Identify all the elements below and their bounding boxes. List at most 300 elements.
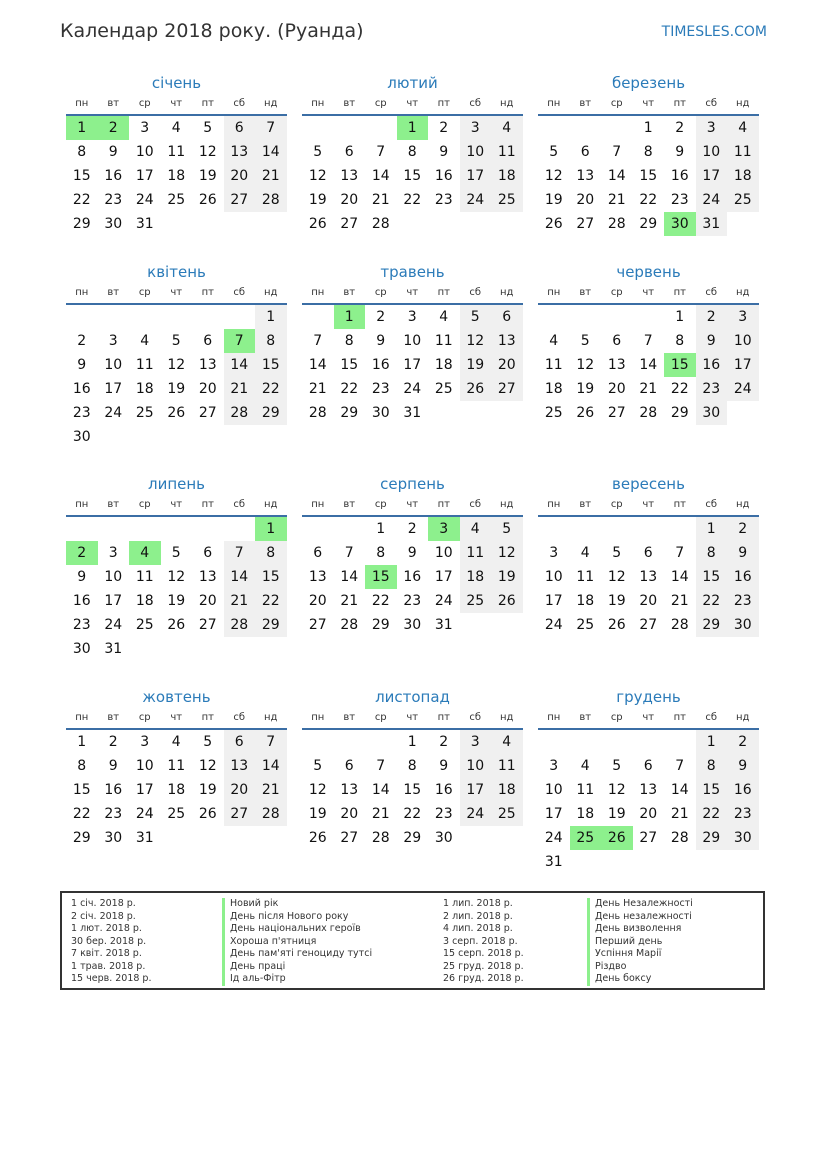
legend-date: 2 лип. 2018 р. [443, 910, 513, 922]
weekday-label: ср [610, 499, 623, 510]
day-cell: 27 [224, 802, 256, 826]
day-cell: 14 [255, 140, 287, 164]
empty-cell [161, 517, 193, 541]
day-cell: 22 [72, 192, 91, 208]
legend-holiday-name: Новий рік [222, 898, 372, 911]
day-cell: 22 [403, 192, 422, 208]
day-grid [66, 305, 287, 449]
day-cell: 25 [135, 617, 154, 633]
day-cell: 1 [397, 116, 429, 140]
day-cell: 10 [104, 569, 123, 585]
empty-cell [98, 305, 130, 329]
weekday-label: пт [437, 499, 450, 510]
weekday-label: вт [343, 98, 356, 109]
day-cell: 8 [675, 333, 685, 349]
day-cell: 18 [544, 381, 563, 397]
day-cell: 20 [340, 192, 359, 208]
legend-names-right [587, 898, 693, 986]
day-cell: 5 [580, 333, 590, 349]
weekday-label: пн [311, 712, 325, 723]
month-name: грудень [616, 688, 681, 706]
day-cell: 28 [308, 405, 327, 421]
month-11 [302, 686, 523, 850]
empty-cell [664, 517, 696, 541]
day-cell: 23 [434, 806, 453, 822]
day-cell: 30 [434, 830, 453, 846]
day-cell: 14 [371, 782, 390, 798]
weekday-label: нд [736, 287, 750, 298]
day-cell: 11 [167, 758, 186, 774]
day-cell: 26 [198, 192, 217, 208]
day-cell: 13 [639, 569, 658, 585]
month-8 [302, 473, 523, 637]
day-cell: 23 [72, 405, 91, 421]
day-cell: 7 [255, 116, 287, 140]
empty-cell [570, 517, 602, 541]
day-cell: 29 [255, 401, 287, 425]
day-cell: 30 [371, 405, 390, 421]
day-cell: 2 [727, 730, 759, 754]
day-cell: 16 [670, 168, 689, 184]
day-cell: 19 [308, 192, 327, 208]
day-cell: 22 [696, 589, 728, 613]
weekday-header [66, 285, 287, 301]
day-cell: 17 [403, 357, 422, 373]
day-cell: 26 [601, 826, 633, 850]
day-cell: 12 [607, 782, 626, 798]
day-cell: 2 [77, 333, 87, 349]
day-cell: 2 [696, 305, 728, 329]
day-cell: 31 [403, 405, 422, 421]
day-cell: 14 [255, 754, 287, 778]
day-cell: 31 [135, 830, 154, 846]
weekday-label: вт [579, 712, 592, 723]
weekday-label: ср [374, 499, 387, 510]
day-cell: 18 [576, 806, 595, 822]
weekday-label: нд [264, 98, 278, 109]
day-cell: 25 [576, 617, 595, 633]
day-cell: 5 [491, 517, 523, 541]
day-cell: 1 [376, 521, 386, 537]
day-cell: 14 [607, 168, 626, 184]
weekday-label: пн [75, 287, 89, 298]
day-cell: 11 [576, 782, 595, 798]
weekday-label: пт [437, 712, 450, 723]
day-cell: 28 [607, 216, 626, 232]
day-cell: 27 [198, 405, 217, 421]
weekday-header [66, 96, 287, 112]
day-cell: 12 [308, 168, 327, 184]
weekday-label: сб [233, 499, 246, 510]
day-cell: 6 [643, 545, 653, 561]
day-cell: 2 [98, 116, 130, 140]
day-cell: 24 [544, 617, 563, 633]
day-cell: 22 [72, 806, 91, 822]
day-cell: 12 [198, 144, 217, 160]
day-cell: 11 [135, 357, 154, 373]
weekday-label: пт [201, 287, 214, 298]
day-cell: 7 [376, 758, 386, 774]
day-grid [302, 305, 523, 425]
weekday-label: нд [264, 712, 278, 723]
day-cell: 15 [696, 778, 728, 802]
day-cell: 31 [434, 617, 453, 633]
site-link[interactable]: TIMESLES.COM [661, 24, 767, 40]
day-cell: 10 [544, 569, 563, 585]
day-cell: 12 [198, 758, 217, 774]
day-cell: 24 [727, 377, 759, 401]
day-cell: 13 [639, 782, 658, 798]
day-cell: 7 [224, 329, 256, 353]
day-cell: 3 [140, 120, 150, 136]
day-cell: 28 [255, 188, 287, 212]
weekday-label: пн [547, 98, 561, 109]
day-cell: 14 [340, 569, 359, 585]
day-cell: 5 [171, 333, 181, 349]
day-cell: 11 [491, 140, 523, 164]
day-cell: 14 [308, 357, 327, 373]
day-cell: 2 [376, 309, 386, 325]
weekday-label: чт [170, 712, 183, 723]
day-cell: 11 [167, 144, 186, 160]
weekday-label: чт [170, 499, 183, 510]
day-cell: 23 [670, 192, 689, 208]
weekday-label: ср [374, 98, 387, 109]
month-name: серпень [380, 475, 445, 493]
weekday-label: пт [673, 712, 686, 723]
empty-cell [570, 116, 602, 140]
day-cell: 7 [255, 730, 287, 754]
day-cell: 18 [491, 164, 523, 188]
day-cell: 27 [308, 617, 327, 633]
weekday-label: вт [579, 98, 592, 109]
day-cell: 9 [727, 541, 759, 565]
day-cell: 3 [549, 758, 559, 774]
legend-date: 1 січ. 2018 р. [71, 898, 136, 909]
day-cell: 5 [313, 144, 323, 160]
legend-holiday-name: Хороша п'ятниця [222, 936, 372, 949]
day-cell: 21 [371, 806, 390, 822]
weekday-label: ср [610, 98, 623, 109]
day-cell: 3 [549, 545, 559, 561]
day-cell: 7 [612, 144, 622, 160]
month-name: березень [611, 74, 686, 92]
day-cell: 16 [104, 782, 123, 798]
day-cell: 1 [255, 517, 287, 541]
day-cell: 10 [727, 329, 759, 353]
day-cell: 2 [407, 521, 417, 537]
day-cell: 20 [308, 593, 327, 609]
day-cell: 29 [371, 617, 390, 633]
weekday-label: вт [343, 712, 356, 723]
weekday-label: сб [469, 287, 482, 298]
day-cell: 7 [224, 541, 256, 565]
day-cell: 26 [167, 405, 186, 421]
day-cell: 23 [727, 589, 759, 613]
day-cell: 18 [727, 164, 759, 188]
day-grid [66, 116, 287, 236]
weekday-header [538, 710, 759, 726]
day-cell: 30 [403, 617, 422, 633]
day-cell: 20 [198, 593, 217, 609]
day-cell: 7 [376, 144, 386, 160]
day-cell: 28 [639, 405, 658, 421]
day-cell: 5 [203, 734, 213, 750]
empty-cell [161, 305, 193, 329]
day-cell: 16 [727, 778, 759, 802]
day-cell: 19 [198, 168, 217, 184]
day-cell: 26 [198, 806, 217, 822]
day-cell: 4 [549, 333, 559, 349]
weekday-label: чт [406, 499, 419, 510]
day-cell: 21 [670, 806, 689, 822]
day-cell: 19 [544, 192, 563, 208]
weekday-label: пн [547, 499, 561, 510]
day-cell: 19 [308, 806, 327, 822]
month-12 [538, 686, 759, 874]
weekday-label: нд [500, 712, 514, 723]
weekday-label: ср [138, 499, 151, 510]
empty-cell [570, 730, 602, 754]
month-3 [538, 72, 759, 236]
empty-cell [538, 730, 570, 754]
day-cell: 26 [544, 216, 563, 232]
legend-holiday-name: День Незалежності [587, 898, 693, 911]
day-cell: 4 [491, 116, 523, 140]
day-cell: 1 [696, 730, 728, 754]
weekday-label: сб [233, 712, 246, 723]
day-cell: 6 [612, 333, 622, 349]
day-cell: 17 [727, 353, 759, 377]
legend-dates-left [71, 898, 151, 986]
empty-cell [633, 517, 665, 541]
weekday-label: вт [107, 287, 120, 298]
month-4 [66, 261, 287, 449]
day-cell: 13 [224, 140, 256, 164]
day-cell: 31 [104, 641, 123, 657]
day-cell: 20 [340, 806, 359, 822]
weekday-label: вт [343, 287, 356, 298]
day-cell: 7 [675, 758, 685, 774]
weekday-label: сб [469, 98, 482, 109]
day-cell: 13 [491, 329, 523, 353]
weekday-label: чт [406, 712, 419, 723]
month-name: липень [147, 475, 206, 493]
day-cell: 14 [639, 357, 658, 373]
day-cell: 14 [670, 782, 689, 798]
day-cell: 2 [108, 734, 118, 750]
day-cell: 21 [607, 192, 626, 208]
day-cell: 28 [670, 617, 689, 633]
legend-date: 7 квіт. 2018 р. [71, 948, 142, 959]
day-cell: 9 [407, 545, 417, 561]
day-cell: 25 [434, 381, 453, 397]
holiday-legend [60, 891, 765, 990]
legend-dates-right [443, 898, 524, 986]
month-name: лютий [387, 74, 438, 92]
empty-cell [538, 305, 570, 329]
day-cell: 15 [696, 565, 728, 589]
day-cell: 27 [639, 617, 658, 633]
weekday-label: сб [233, 98, 246, 109]
day-cell: 19 [491, 565, 523, 589]
day-cell: 24 [544, 830, 563, 846]
day-cell: 3 [460, 116, 492, 140]
weekday-label: ср [374, 712, 387, 723]
day-cell: 29 [403, 830, 422, 846]
day-cell: 8 [696, 541, 728, 565]
month-name: листопад [375, 688, 450, 706]
day-cell: 2 [675, 120, 685, 136]
month-5 [302, 261, 523, 425]
day-cell: 3 [407, 309, 417, 325]
day-cell: 10 [434, 545, 453, 561]
empty-cell [302, 730, 334, 754]
day-grid [302, 730, 523, 850]
day-cell: 10 [544, 782, 563, 798]
day-cell: 10 [403, 333, 422, 349]
day-grid [302, 116, 523, 236]
day-cell: 10 [104, 357, 123, 373]
day-cell: 4 [460, 517, 492, 541]
weekday-header [66, 497, 287, 513]
day-cell: 22 [403, 806, 422, 822]
weekday-header [66, 710, 287, 726]
day-cell: 31 [544, 854, 563, 870]
weekday-label: нд [500, 499, 514, 510]
weekday-header [302, 710, 523, 726]
legend-holiday-name: Різдво [587, 961, 693, 974]
day-cell: 1 [66, 116, 98, 140]
empty-cell [601, 305, 633, 329]
day-cell: 25 [570, 826, 602, 850]
day-cell: 24 [403, 381, 422, 397]
day-cell: 21 [224, 377, 256, 401]
day-cell: 14 [224, 353, 256, 377]
day-cell: 30 [72, 429, 91, 445]
month-name: січень [151, 74, 202, 92]
day-cell: 30 [696, 401, 728, 425]
day-cell: 23 [72, 617, 91, 633]
empty-cell [601, 116, 633, 140]
day-cell: 24 [104, 617, 123, 633]
legend-date: 15 черв. 2018 р. [71, 973, 152, 984]
day-cell: 4 [580, 545, 590, 561]
day-cell: 7 [675, 545, 685, 561]
weekday-label: пн [547, 712, 561, 723]
day-cell: 16 [403, 569, 422, 585]
empty-cell [334, 116, 366, 140]
day-cell: 8 [376, 545, 386, 561]
weekday-label: нд [736, 499, 750, 510]
day-cell: 6 [224, 730, 256, 754]
weekday-label: вт [579, 499, 592, 510]
day-cell: 18 [167, 782, 186, 798]
day-cell: 11 [491, 754, 523, 778]
day-cell: 21 [224, 589, 256, 613]
day-cell: 15 [403, 168, 422, 184]
day-cell: 26 [607, 617, 626, 633]
weekday-label: сб [469, 499, 482, 510]
month-name: жовтень [142, 688, 211, 706]
day-cell: 23 [104, 806, 123, 822]
empty-cell [538, 116, 570, 140]
day-grid [302, 517, 523, 637]
day-cell: 13 [224, 754, 256, 778]
empty-cell [224, 517, 256, 541]
legend-date: 30 бер. 2018 р. [71, 935, 147, 947]
day-cell: 5 [612, 545, 622, 561]
weekday-label: чт [406, 98, 419, 109]
weekday-header [302, 96, 523, 112]
month-name: квітень [147, 263, 206, 281]
day-cell: 7 [643, 333, 653, 349]
weekday-header [302, 497, 523, 513]
day-cell: 11 [434, 333, 453, 349]
day-cell: 8 [696, 754, 728, 778]
day-grid [538, 730, 759, 874]
day-cell: 19 [167, 381, 186, 397]
day-cell: 27 [340, 216, 359, 232]
day-cell: 29 [72, 216, 91, 232]
day-cell: 4 [129, 541, 161, 565]
empty-cell [570, 305, 602, 329]
legend-names-left [222, 898, 372, 986]
day-cell: 27 [198, 617, 217, 633]
day-cell: 28 [224, 401, 256, 425]
weekday-label: пн [75, 712, 89, 723]
day-cell: 2 [439, 120, 449, 136]
weekday-label: вт [107, 98, 120, 109]
empty-cell [365, 116, 397, 140]
day-cell: 21 [255, 164, 287, 188]
day-cell: 21 [255, 778, 287, 802]
day-cell: 5 [313, 758, 323, 774]
day-cell: 14 [371, 168, 390, 184]
day-cell: 15 [72, 782, 91, 798]
day-cell: 6 [203, 333, 213, 349]
weekday-label: пт [673, 499, 686, 510]
weekday-label: нд [264, 287, 278, 298]
day-cell: 13 [576, 168, 595, 184]
legend-date: 1 трав. 2018 р. [71, 960, 146, 972]
day-cell: 1 [255, 305, 287, 329]
day-cell: 18 [576, 593, 595, 609]
day-cell: 17 [460, 164, 492, 188]
day-cell: 3 [460, 730, 492, 754]
day-cell: 20 [639, 593, 658, 609]
day-cell: 4 [171, 120, 181, 136]
weekday-label: вт [579, 287, 592, 298]
day-cell: 26 [308, 216, 327, 232]
day-cell: 8 [77, 144, 87, 160]
day-cell: 1 [407, 734, 417, 750]
day-cell: 28 [224, 613, 256, 637]
month-name: травень [380, 263, 445, 281]
day-cell: 3 [727, 305, 759, 329]
weekday-label: чт [642, 287, 655, 298]
day-cell: 17 [460, 778, 492, 802]
day-cell: 4 [439, 309, 449, 325]
weekday-label: сб [233, 287, 246, 298]
day-cell: 31 [135, 216, 154, 232]
day-cell: 12 [544, 168, 563, 184]
day-cell: 27 [491, 377, 523, 401]
day-cell: 12 [308, 782, 327, 798]
weekday-label: пт [437, 98, 450, 109]
day-cell: 13 [198, 569, 217, 585]
day-cell: 8 [407, 144, 417, 160]
